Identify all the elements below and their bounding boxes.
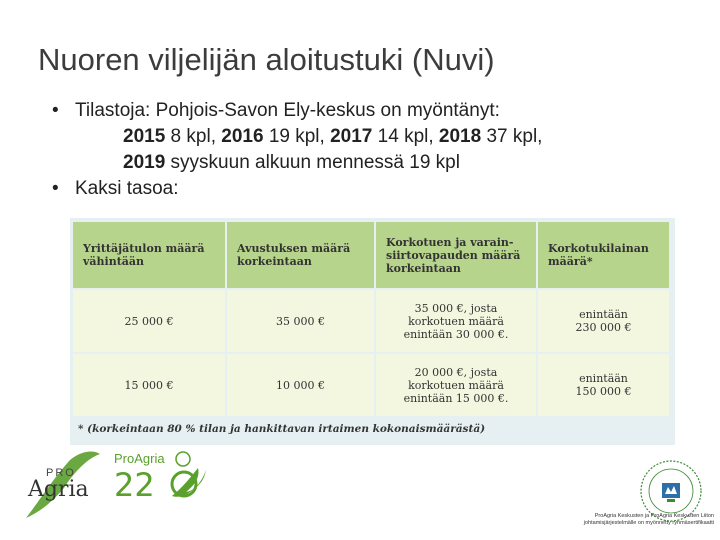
table-footnote: * (korkeintaan 80 % tilan ja hankittavan irtaimen kokonaismäärästä) [78, 423, 486, 435]
logo-number-text: 22 [114, 466, 155, 504]
logo-agria-text: Agria [28, 477, 89, 502]
pro-agria-logo-icon [22, 450, 112, 520]
caption-line-2: johtamisjärjestelmälle on myönnetty ryhmäsertifikaatti [583, 520, 714, 526]
proagria-220-logo-icon [112, 448, 212, 504]
bullet-list [48, 98, 688, 202]
certification-caption [522, 513, 714, 527]
header-interest-subsidy: Korkotuen ja varain- siirtovapauden määrä korkeintaan [375, 222, 537, 289]
year-2017: 2017 [330, 126, 373, 147]
count-2016: 19 kpl, [263, 126, 331, 147]
bullet-dot-icon: • [52, 100, 59, 121]
bullet-statistics [48, 98, 688, 124]
count-2017: 14 kpl, [372, 126, 439, 147]
year-2018: 2018 [438, 126, 482, 147]
table-cell: 35 000 €, josta korkotuen määrä enintään 30 000 €. [375, 289, 537, 353]
bullet-statistics-text: Tilastoja: Pohjois-Savon Ely-keskus on myöntänyt: [75, 100, 500, 121]
table-cell: enintään 230 000 € [537, 289, 669, 353]
count-2018: 37 kpl, [481, 126, 543, 147]
table-row [73, 289, 669, 353]
year-2015: 2015 [123, 126, 166, 147]
table-row [73, 353, 669, 416]
table-cell: 10 000 € [226, 353, 375, 416]
support-levels-table [73, 222, 669, 416]
table-cell: 20 000 €, josta korkotuen määrä enintään 15 000 €. [375, 353, 537, 416]
statistics-2019-line [48, 150, 688, 176]
bullet-two-levels [48, 176, 688, 202]
statistics-years-line [48, 124, 688, 150]
logo-proagria-text: ProAgria [114, 451, 165, 466]
slide-title: Nuoren viljelijän aloitustuki (Nuvi) [38, 42, 495, 77]
count-2015: 8 kpl, [165, 126, 222, 147]
support-levels-table-frame [70, 218, 675, 445]
table-cell: 35 000 € [226, 289, 375, 353]
header-grant-amount: Avustuksen määrä korkeintaan [226, 222, 375, 289]
table-cell: 25 000 € [73, 289, 226, 353]
year-2019: 2019 [123, 152, 166, 173]
year-2016: 2016 [221, 126, 264, 147]
table-header-row [73, 222, 669, 289]
table-cell: 15 000 € [73, 353, 226, 416]
table-cell: enintään 150 000 € [537, 353, 669, 416]
header-loan-amount: Korkotukilainan määrä* [537, 222, 669, 289]
header-entrepreneur-income: Yrittäjätulon määrä vähintään [73, 222, 226, 289]
logo-pro-text: PRO [46, 467, 76, 479]
caption-line-1: ProAgria Keskusten ja ProAgria Keskusten Liiton [594, 513, 714, 519]
bullet-dot-icon: • [52, 178, 59, 199]
count-2019: syyskuun alkuun mennessä 19 kpl [165, 152, 460, 173]
bullet-two-levels-text: Kaksi tasoa: [75, 178, 179, 199]
